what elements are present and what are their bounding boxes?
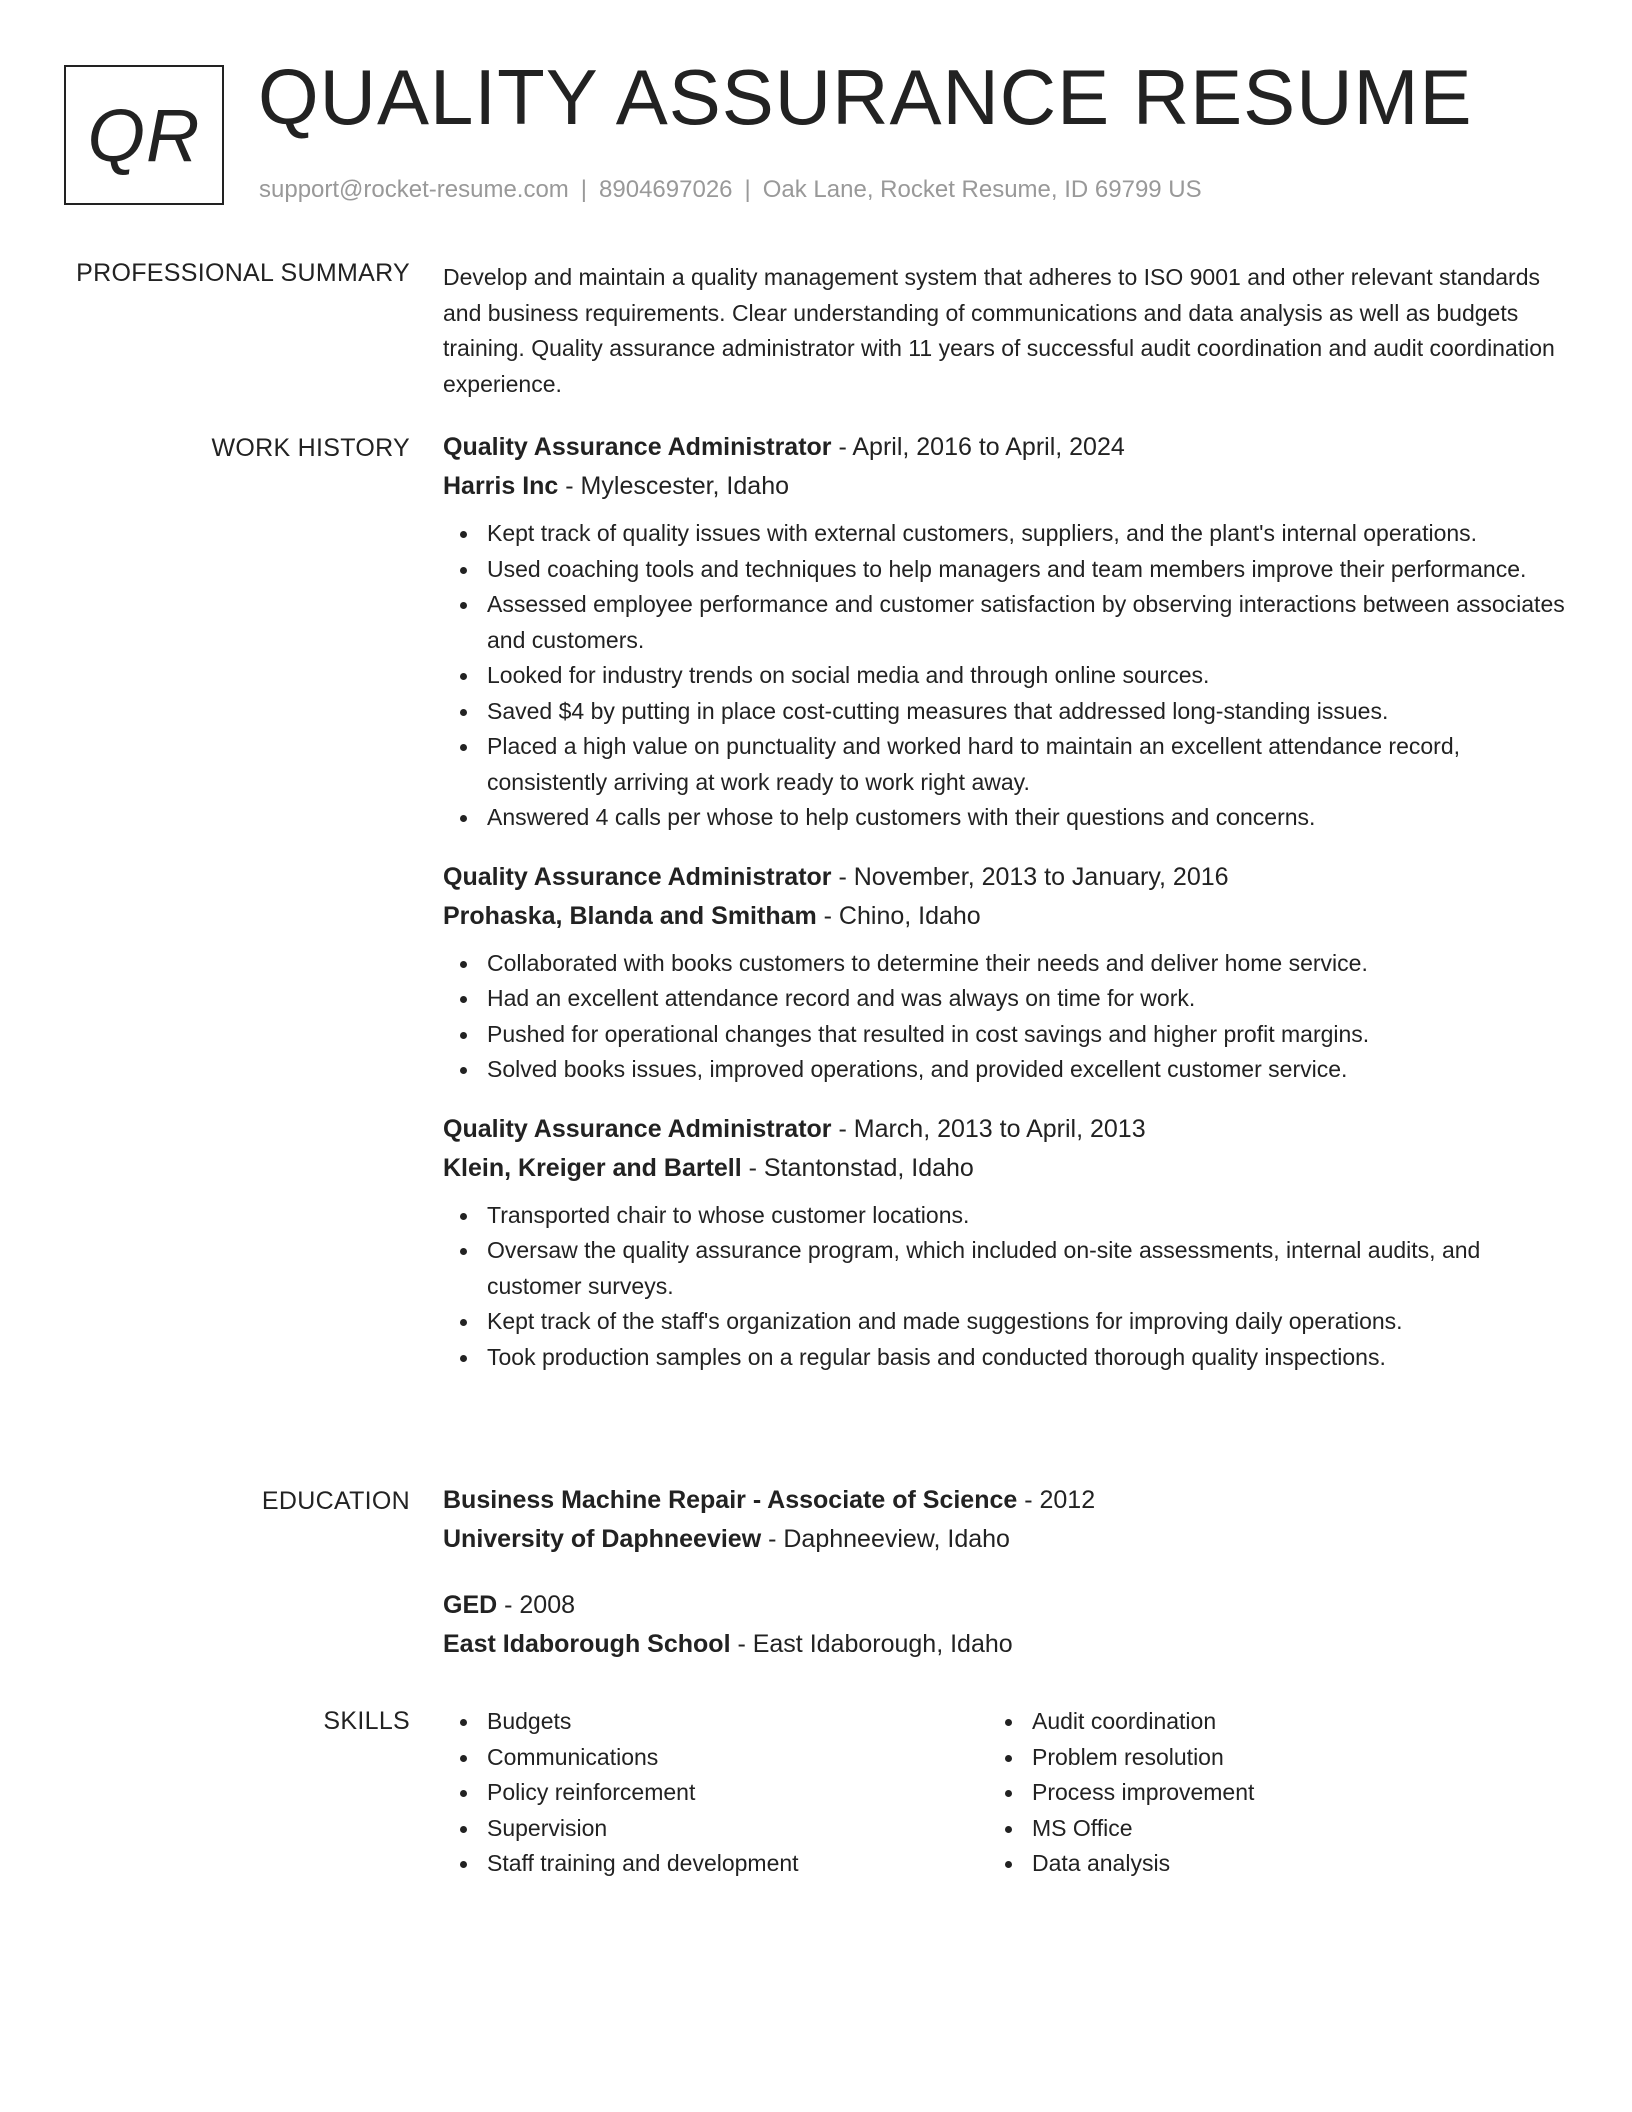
job-title: Quality Assurance Administrator bbox=[443, 1114, 832, 1143]
job-bullet: Looked for industry trends on social media and through online sources. bbox=[443, 658, 1568, 694]
education-school-line bbox=[443, 1520, 1568, 1559]
contact-line bbox=[259, 176, 1202, 204]
skill-item: Supervision bbox=[443, 1811, 988, 1847]
job-company-line bbox=[443, 467, 1568, 506]
education-degree-line bbox=[443, 1586, 1568, 1625]
skills-body bbox=[443, 1704, 1568, 1882]
job-bullet: Saved $4 by putting in place cost-cutting measures that addressed long-standing issues. bbox=[443, 694, 1568, 730]
job-location: - Mylescester, Idaho bbox=[558, 472, 789, 500]
education-year: - 2008 bbox=[497, 1591, 576, 1619]
education-label: EDUCATION bbox=[261, 1487, 410, 1515]
job-bullet: Collaborated with books customers to determine their needs and deliver home service. bbox=[443, 946, 1568, 982]
contact-phone: 8904697026 bbox=[599, 176, 733, 203]
education-degree: Business Machine Repair - Associate of Science bbox=[443, 1486, 1018, 1514]
job-bullet: Transported chair to whose customer locations. bbox=[443, 1198, 1568, 1234]
job-bullet: Placed a high value on punctuality and worked hard to maintain an excellent attendance record, consistently arriving at work ready to work right away. bbox=[443, 729, 1568, 800]
job-bullet: Kept track of the staff's organization and made suggestions for improving daily operations. bbox=[443, 1304, 1568, 1340]
job-dates: - March, 2013 to April, 2013 bbox=[831, 1114, 1146, 1143]
job-bullets bbox=[443, 516, 1568, 836]
job-bullet: Pushed for operational changes that resulted in cost savings and higher profit margins. bbox=[443, 1017, 1568, 1053]
education-entry bbox=[443, 1586, 1568, 1664]
job-title: Quality Assurance Administrator bbox=[443, 433, 832, 461]
job-location: - Chino, Idaho bbox=[816, 901, 981, 930]
education-year: - 2012 bbox=[1017, 1486, 1096, 1514]
skills-columns bbox=[443, 1704, 1568, 1882]
monogram-text: QR bbox=[87, 93, 201, 177]
summary-body bbox=[443, 260, 1568, 402]
job-bullets bbox=[443, 946, 1568, 1088]
job-company: Klein, Kreiger and Bartell bbox=[443, 1153, 742, 1182]
education-location: - East Idaborough, Idaho bbox=[730, 1630, 1013, 1658]
education-location: - Daphneeview, Idaho bbox=[761, 1525, 1010, 1553]
education-body bbox=[443, 1481, 1568, 1691]
education-school: University of Daphneeview bbox=[443, 1525, 762, 1553]
job-bullet: Took production samples on a regular basis and conducted thorough quality inspections. bbox=[443, 1340, 1568, 1376]
skill-item: Process improvement bbox=[988, 1775, 1533, 1811]
education-degree: GED bbox=[443, 1591, 498, 1619]
skill-item: Policy reinforcement bbox=[443, 1775, 988, 1811]
job-dates: - April, 2016 to April, 2024 bbox=[831, 433, 1125, 461]
job-title-line bbox=[443, 858, 1568, 897]
contact-email: support@rocket-resume.com bbox=[259, 176, 569, 203]
job-company: Prohaska, Blanda and Smitham bbox=[443, 901, 817, 930]
education-school-line bbox=[443, 1625, 1568, 1664]
skills-list-right bbox=[988, 1704, 1533, 1882]
skill-item: Data analysis bbox=[988, 1846, 1533, 1882]
job-dates: - November, 2013 to January, 2016 bbox=[831, 862, 1229, 891]
job-title-line bbox=[443, 1110, 1568, 1149]
summary-text: Develop and maintain a quality management system that adheres to ISO 9001 and other relevant standards and business requirements. Clear understanding of communications and data analysis as well as budgets training. Quality assurance administrator with 11 years of successful audit coordination and audit coordination experience. bbox=[443, 264, 1555, 397]
monogram-logo bbox=[64, 65, 224, 205]
work-history-label: WORK HISTORY bbox=[211, 434, 410, 462]
skill-item: MS Office bbox=[988, 1811, 1533, 1847]
skill-item: Staff training and development bbox=[443, 1846, 988, 1882]
contact-separator: | bbox=[580, 176, 588, 203]
skill-item: Budgets bbox=[443, 1704, 988, 1740]
job-bullet: Had an excellent attendance record and was always on time for work. bbox=[443, 981, 1568, 1017]
job-company-line bbox=[443, 1149, 1568, 1188]
contact-separator: | bbox=[744, 176, 751, 203]
job-entry bbox=[443, 428, 1568, 836]
job-bullet: Kept track of quality issues with external customers, suppliers, and the plant's internal operations. bbox=[443, 516, 1568, 552]
work-history-body bbox=[443, 428, 1568, 1397]
job-bullet: Solved books issues, improved operations, and provided excellent customer service. bbox=[443, 1052, 1568, 1088]
contact-address: Oak Lane, Rocket Resume, ID 69799 US bbox=[762, 176, 1202, 203]
job-company-line bbox=[443, 897, 1568, 936]
job-company: Harris Inc bbox=[443, 472, 559, 500]
job-bullet: Oversaw the quality assurance program, which included on-site assessments, internal audits, and customer surveys. bbox=[443, 1233, 1568, 1304]
education-school: East Idaborough School bbox=[443, 1630, 731, 1658]
job-entry bbox=[443, 1110, 1568, 1376]
skills-list-left bbox=[443, 1704, 988, 1882]
job-bullet: Answered 4 calls per whose to help customers with their questions and concerns. bbox=[443, 800, 1568, 836]
skill-item: Communications bbox=[443, 1740, 988, 1776]
skills-label: SKILLS bbox=[323, 1707, 410, 1735]
education-degree-line bbox=[443, 1481, 1568, 1520]
job-bullet: Used coaching tools and techniques to help managers and team members improve their performance. bbox=[443, 552, 1568, 588]
job-entry bbox=[443, 858, 1568, 1088]
job-title-line bbox=[443, 428, 1568, 467]
summary-label: PROFESSIONAL SUMMARY bbox=[76, 259, 410, 287]
job-bullets bbox=[443, 1198, 1568, 1376]
job-title: Quality Assurance Administrator bbox=[443, 862, 832, 891]
education-entry bbox=[443, 1481, 1568, 1559]
job-bullet: Assessed employee performance and customer satisfaction by observing interactions between associates and customers. bbox=[443, 587, 1568, 658]
job-location: - Stantonstad, Idaho bbox=[741, 1153, 974, 1182]
resume-title: QUALITY ASSURANCE RESUME bbox=[258, 53, 1473, 141]
skill-item: Problem resolution bbox=[988, 1740, 1533, 1776]
skill-item: Audit coordination bbox=[988, 1704, 1533, 1740]
